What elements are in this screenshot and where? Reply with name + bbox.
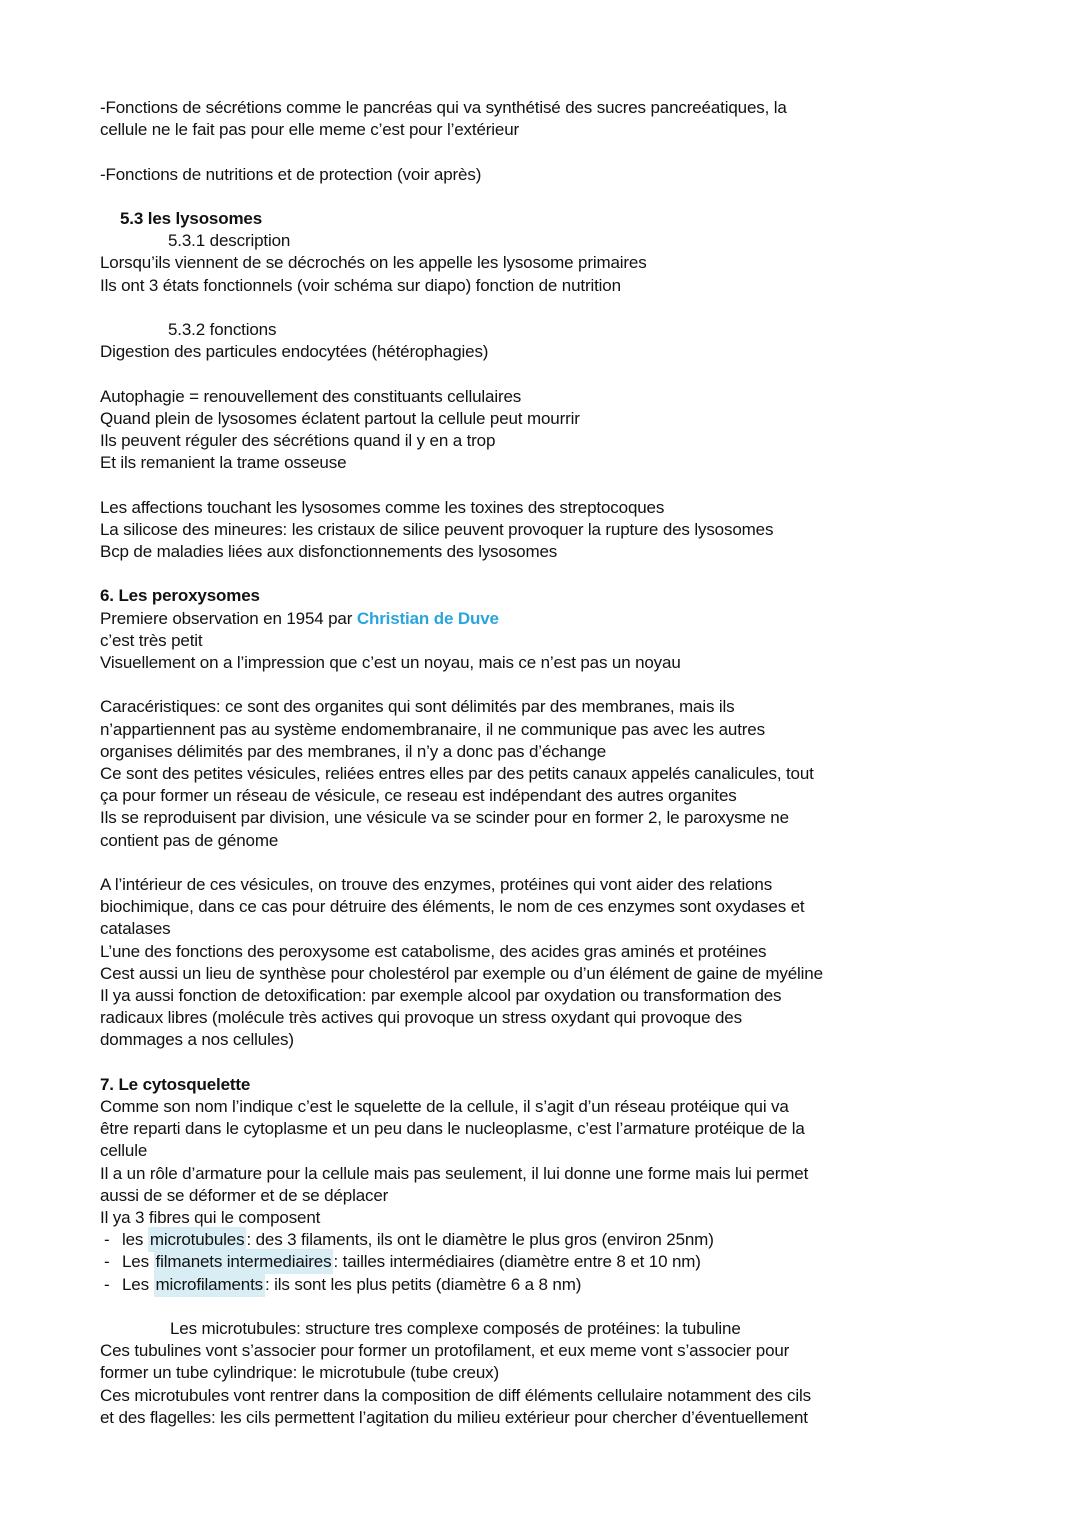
text-line: Ils peuvent réguler des sécrétions quand il y en a trop [100,430,496,450]
text-line: dommages a nos cellules) [100,1030,294,1050]
text-line: aussi de se déformer et de se déplacer [100,1185,389,1205]
highlighted-term: microtubules [148,1227,247,1252]
text-line: être reparti dans le cytoplasme et un peu dans le nucleoplasme, c’est l’armature protéique de la [100,1119,805,1139]
text-line: et des flagelles: les cils permettent l’agitation du milieu extérieur pour chercher d’éventuellement [100,1407,808,1427]
text-line: Il a un rôle d’armature pour la cellule mais pas seulement, il lui donne une forme mais lui permet [100,1163,809,1183]
bullet-text: Les [122,1274,154,1294]
text-line: Les microtubules: structure tres complexe composés de protéines: la tubuline [170,1319,741,1339]
blank-line [100,141,1000,163]
text-line: former un tube cylindrique: le microtubule (tube creux) [100,1363,499,1383]
text-line: cellule [100,1141,148,1161]
text-line: Il ya 3 fibres qui le composent [100,1208,321,1228]
text-line: cellule ne le fait pas pour elle meme c’est pour l’extérieur [100,120,520,140]
text-line: Et ils remanient la trame osseuse [100,453,347,473]
text-line: biochimique, dans ce cas pour détruire des éléments, le nom de ces enzymes sont oxydases et [100,897,805,917]
text-line: radicaux libres (molécule très actives qui provoque un stress oxydant qui provoque des [100,1008,742,1028]
subsection-heading-fonctions: 5.3.2 fonctions [168,319,277,339]
text-line [100,608,1000,630]
text-line: Ces microtubules vont rentrer dans la composition de diff éléments cellulaire notamment des cils [100,1385,811,1405]
text-line: Ils ont 3 états fonctionnels (voir schéma sur diapo) fonction de nutrition [100,275,621,295]
text-line: c’est très petit [100,630,203,650]
section-heading-lysosomes: 5.3 les lysosomes [120,208,263,228]
text-line: L’une des fonctions des peroxysome est catabolisme, des acides gras aminés et protéines [100,941,767,961]
bullet-dash: - [104,1230,110,1250]
section-heading-cytosquelette: 7. Le cytosquelette [100,1074,251,1094]
text-line: Bcp de maladies liées aux disfonctionnements des lysosomes [100,541,558,561]
bullet-dash: - [104,1274,110,1294]
text-line: Cest aussi un lieu de synthèse pour cholestérol par exemple ou d’un élément de gaine de myéline [100,963,823,983]
text-line: Ils se reproduisent par division, une vésicule va se scinder pour en former 2, le paroxysme ne [100,808,789,828]
bullet-item-microtubules [100,1229,1000,1251]
text-line: Les affections touchant les lysosomes comme les toxines des streptocoques [100,497,665,517]
blank-line [100,674,1000,696]
text-line: -Fonctions de nutritions et de protection (voir après) [100,164,482,184]
text-line: -Fonctions de sécrétions comme le pancréas qui va synthétisé des sucres pancreéatiques, la [100,98,787,117]
subsection-heading-description: 5.3.1 description [168,231,291,251]
blank-line [100,297,1000,319]
text-line: n’appartiennent pas au système endomembranaire, il ne communique pas avec les autres [100,719,765,739]
section-heading-peroxysomes: 6. Les peroxysomes [100,586,260,606]
blank-line [100,852,1000,874]
text-line: catalases [100,919,171,939]
bullet-item-filaments-intermediaires [100,1251,1000,1273]
blank-line [100,1296,1000,1318]
blank-line [100,1052,1000,1074]
bullet-text: Les [122,1252,154,1272]
bullet-text: : ils sont les plus petits (diamètre 6 a 8 nm) [265,1274,582,1294]
text-line: contient pas de génome [100,830,279,850]
blank-line [100,474,1000,496]
text-line: Autophagie = renouvellement des constituants cellulaires [100,386,522,406]
text-line: Digestion des particules endocytées (hétérophagies) [100,342,489,362]
highlighted-term: filmanets intermediaires [154,1249,334,1274]
christian-de-duve-link[interactable]: Christian de Duve [356,608,499,628]
text-line: organises délimités par des membranes, il n’y a donc pas d’échange [100,741,607,761]
text-line: Ces tubulines vont s’associer pour former un protofilament, et eux meme vont s’associer pour [100,1341,790,1361]
bullet-text: les [122,1230,148,1250]
blank-line [100,563,1000,585]
text-line: Quand plein de lysosomes éclatent partout la cellule peut mourrir [100,408,580,428]
bullet-text: : des 3 filaments, ils ont le diamètre le plus gros (environ 25nm) [246,1230,714,1250]
text-line: Comme son nom l’indique c’est le squelette de la cellule, il s’agit d’un réseau protéique qui va [100,1097,789,1116]
text-line: ça pour former un réseau de vésicule, ce reseau est indépendant des autres organites [100,786,737,806]
text-line: Caracéristiques: ce sont des organites qui sont délimités par des membranes, mais ils [100,697,735,717]
bullet-dash: - [104,1252,110,1272]
highlighted-term: microfilaments [154,1272,265,1297]
bullet-item-microfilaments [100,1274,1000,1296]
text-line: Visuellement on a l’impression que c’est un noyau, mais ce n’est pas un noyau [100,652,681,672]
bullet-text: : tailles intermédiaires (diamètre entre 8 et 10 nm) [333,1252,701,1272]
text-line: Lorsqu’ils viennent de se décrochés on les appelle les lysosome primaires [100,253,647,273]
text-line: Il ya aussi fonction de detoxification: par exemple alcool par oxydation ou transformation des [100,986,782,1005]
text-line: La silicose des mineures: les cristaux de silice peuvent provoquer la rupture des lysosomes [100,519,774,539]
text-line: A l’intérieur de ces vésicules, on trouve des enzymes, protéines qui vont aider des relations [100,874,773,894]
blank-line [100,186,1000,208]
text-line: Ce sont des petites vésicules, reliées entres elles par des petits canaux appelés canalicules, tout [100,763,814,783]
blank-line [100,363,1000,385]
observation-text: Premiere observation en 1954 par [100,608,357,628]
